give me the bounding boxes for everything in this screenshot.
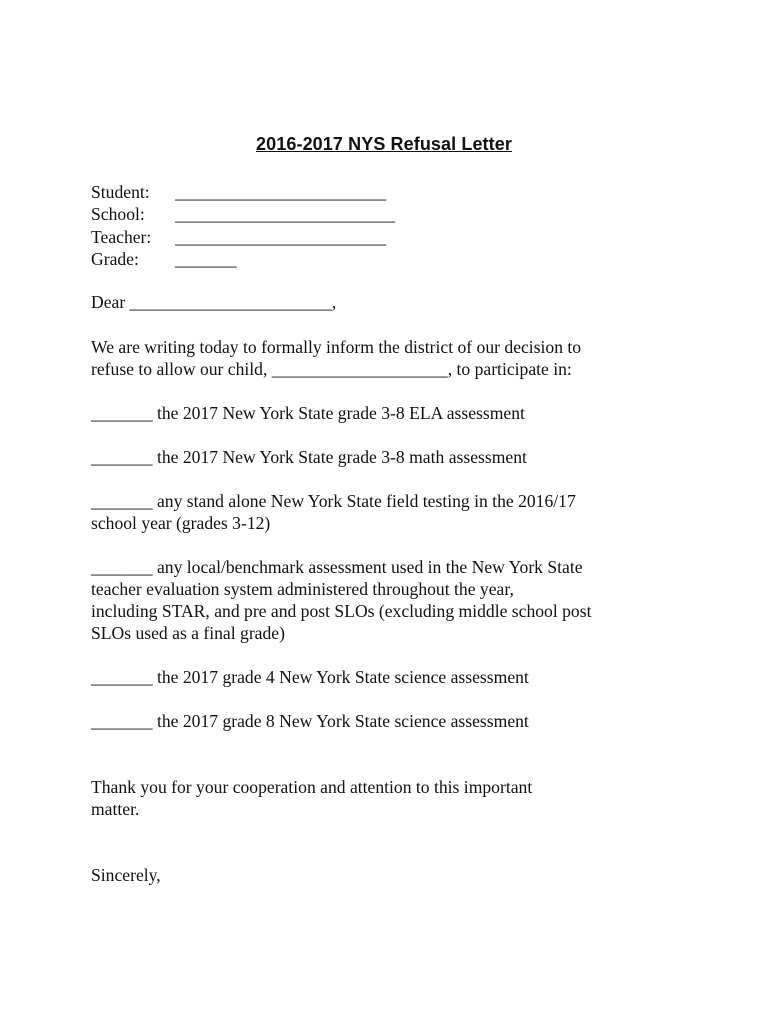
school-field: [91, 203, 395, 225]
grade-field: [91, 248, 237, 270]
item-local-benchmark-cont: teacher evaluation system administered throughout the year,: [91, 579, 514, 599]
grade-label: Grade:: [91, 249, 139, 269]
item-field-testing: _______ any stand alone New York State field testing in the 2016/17: [91, 491, 576, 511]
intro-line: We are writing today to formally inform the district of our decision to: [91, 337, 582, 357]
item-grade4-science: _______ the 2017 grade 4 New York State science assessment: [91, 667, 529, 687]
item-local-benchmark-cont: SLOs used as a final grade): [91, 623, 285, 643]
salutation: Dear _______________________,: [91, 292, 337, 312]
student-blank: ________________________: [175, 182, 387, 202]
student-field: [91, 181, 386, 203]
item-ela: _______ the 2017 New York State grade 3-8 ELA assessment: [91, 403, 525, 423]
letter-title: 2016-2017 NYS Refusal Letter: [256, 134, 512, 154]
teacher-label: Teacher:: [91, 227, 152, 247]
teacher-blank: ________________________: [175, 227, 387, 247]
item-field-testing-cont: school year (grades 3-12): [91, 513, 271, 533]
student-label: Student:: [91, 182, 150, 202]
item-local-benchmark-cont: including STAR, and pre and post SLOs (excluding middle school post: [91, 601, 592, 621]
teacher-field: [91, 226, 386, 248]
item-grade8-science: _______ the 2017 grade 8 New York State science assessment: [91, 711, 529, 731]
intro-line: refuse to allow our child, ____________________, to participate in:: [91, 359, 572, 379]
closing: Sincerely,: [91, 865, 161, 885]
grade-blank: _______: [175, 249, 237, 269]
item-math: _______ the 2017 New York State grade 3-8 math assessment: [91, 447, 527, 467]
item-local-benchmark: _______ any local/benchmark assessment used in the New York State: [91, 557, 583, 577]
school-label: School:: [91, 204, 145, 224]
school-blank: _________________________: [175, 204, 395, 224]
thanks-line: matter.: [91, 799, 140, 819]
thanks-line: Thank you for your cooperation and attention to this important: [91, 777, 533, 797]
